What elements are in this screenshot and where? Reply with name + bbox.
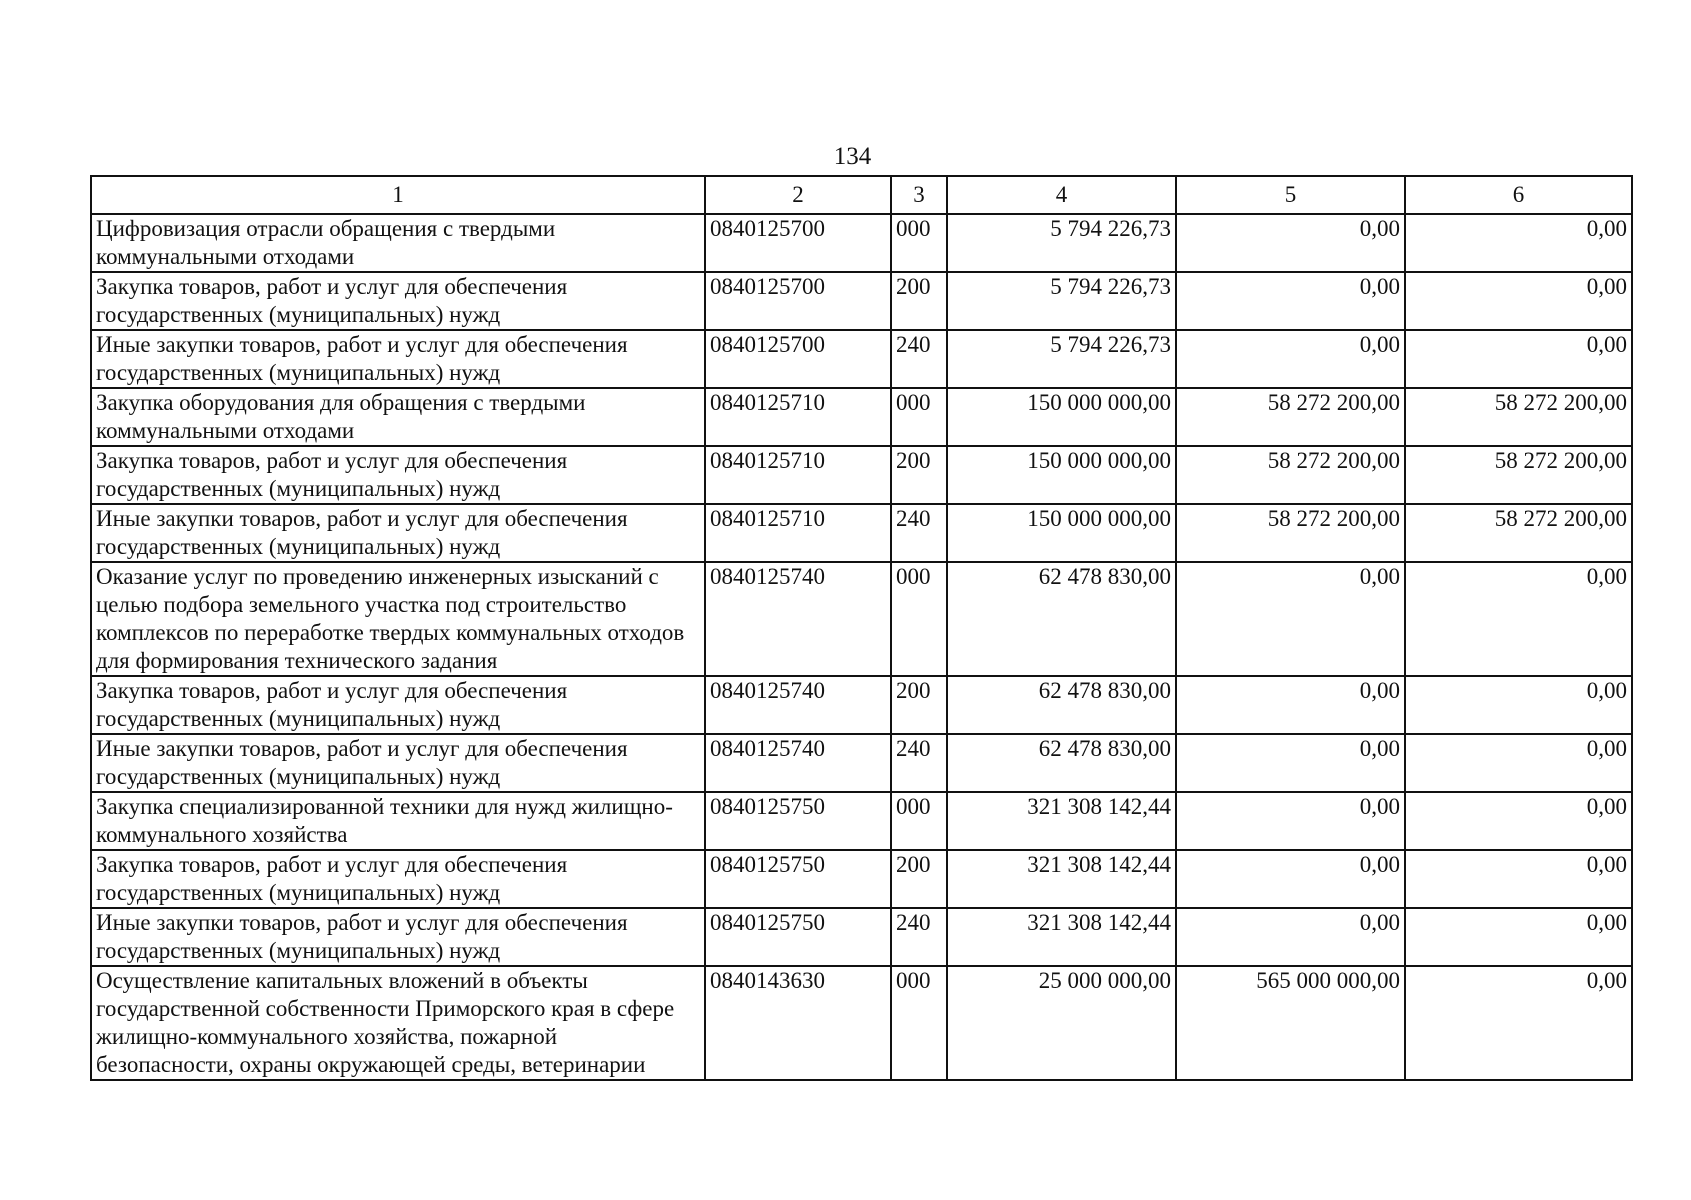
table-row [91,446,1632,504]
amount-col-5: 58 272 200,00 [1176,388,1405,446]
table-row [91,676,1632,734]
column-header-3: 3 [891,176,947,214]
amount-col-4: 150 000 000,00 [947,504,1176,562]
row-name: Закупка товаров, работ и услуг для обеспечения государственных (муниципальных) нужд [91,676,705,734]
amount-col-5: 0,00 [1176,214,1405,272]
row-name: Закупка оборудования для обращения с твердыми коммунальными отходами [91,388,705,446]
table-row [91,504,1632,562]
table-row [91,908,1632,966]
amount-col-4: 25 000 000,00 [947,966,1176,1080]
expense-type-code: 200 [891,676,947,734]
column-header-4: 4 [947,176,1176,214]
row-name: Иные закупки товаров, работ и услуг для обеспечения государственных (муниципальных) нужд [91,504,705,562]
amount-col-4: 321 308 142,44 [947,850,1176,908]
amount-col-6: 58 272 200,00 [1405,446,1632,504]
amount-col-6: 0,00 [1405,966,1632,1080]
table-body [91,214,1632,1080]
amount-col-4: 5 794 226,73 [947,214,1176,272]
column-header-1: 1 [91,176,705,214]
row-name: Закупка товаров, работ и услуг для обеспечения государственных (муниципальных) нужд [91,850,705,908]
row-name: Цифровизация отрасли обращения с твердыми коммунальными отходами [91,214,705,272]
table-row [91,562,1632,676]
amount-col-5: 0,00 [1176,676,1405,734]
amount-col-6: 0,00 [1405,330,1632,388]
amount-col-4: 62 478 830,00 [947,676,1176,734]
amount-col-4: 5 794 226,73 [947,272,1176,330]
amount-col-4: 321 308 142,44 [947,908,1176,966]
expense-type-code: 240 [891,330,947,388]
target-code: 0840125740 [705,734,891,792]
expense-type-code: 200 [891,272,947,330]
table-row [91,272,1632,330]
expense-type-code: 240 [891,908,947,966]
amount-col-5: 0,00 [1176,272,1405,330]
target-code: 0840125700 [705,214,891,272]
expense-type-code: 200 [891,850,947,908]
target-code: 0840125750 [705,908,891,966]
amount-col-5: 0,00 [1176,850,1405,908]
amount-col-6: 58 272 200,00 [1405,504,1632,562]
row-name: Осуществление капитальных вложений в объекты государственной собственности Приморского края в сфере жилищно-коммунального хозяйства, пожарной безопасности, охраны окружающей среды, ветеринарии [91,966,705,1080]
amount-col-5: 565 000 000,00 [1176,966,1405,1080]
amount-col-5: 58 272 200,00 [1176,504,1405,562]
amount-col-6: 58 272 200,00 [1405,388,1632,446]
amount-col-5: 0,00 [1176,792,1405,850]
column-header-2: 2 [705,176,891,214]
table-row [91,850,1632,908]
expense-type-code: 000 [891,214,947,272]
target-code: 0840125700 [705,272,891,330]
row-name: Иные закупки товаров, работ и услуг для обеспечения государственных (муниципальных) нужд [91,330,705,388]
target-code: 0840125750 [705,792,891,850]
amount-col-5: 0,00 [1176,908,1405,966]
amount-col-5: 58 272 200,00 [1176,446,1405,504]
amount-col-6: 0,00 [1405,676,1632,734]
row-name: Закупка товаров, работ и услуг для обеспечения государственных (муниципальных) нужд [91,446,705,504]
expense-type-code: 200 [891,446,947,504]
table-row [91,214,1632,272]
table-row [91,734,1632,792]
table-row [91,792,1632,850]
row-name: Иные закупки товаров, работ и услуг для обеспечения государственных (муниципальных) нужд [91,908,705,966]
expense-type-code: 000 [891,966,947,1080]
target-code: 0840125710 [705,504,891,562]
amount-col-6: 0,00 [1405,214,1632,272]
amount-col-5: 0,00 [1176,562,1405,676]
expense-type-code: 240 [891,734,947,792]
amount-col-6: 0,00 [1405,850,1632,908]
amount-col-6: 0,00 [1405,734,1632,792]
target-code: 0840125710 [705,388,891,446]
column-header-6: 6 [1405,176,1632,214]
expense-type-code: 000 [891,388,947,446]
table-header [91,176,1632,214]
amount-col-6: 0,00 [1405,908,1632,966]
row-name: Закупка специализированной техники для нужд жилищно-коммунального хозяйства [91,792,705,850]
amount-col-4: 150 000 000,00 [947,388,1176,446]
row-name: Закупка товаров, работ и услуг для обеспечения государственных (муниципальных) нужд [91,272,705,330]
target-code: 0840125750 [705,850,891,908]
target-code: 0840125740 [705,676,891,734]
target-code: 0840125740 [705,562,891,676]
amount-col-6: 0,00 [1405,562,1632,676]
amount-col-6: 0,00 [1405,272,1632,330]
row-name: Иные закупки товаров, работ и услуг для обеспечения государственных (муниципальных) нужд [91,734,705,792]
target-code: 0840143630 [705,966,891,1080]
table-row [91,388,1632,446]
amount-col-5: 0,00 [1176,734,1405,792]
amount-col-4: 5 794 226,73 [947,330,1176,388]
amount-col-5: 0,00 [1176,330,1405,388]
header-row [91,176,1632,214]
page-number: 134 [833,143,872,170]
amount-col-4: 321 308 142,44 [947,792,1176,850]
target-code: 0840125710 [705,446,891,504]
amount-col-4: 150 000 000,00 [947,446,1176,504]
table-row [91,330,1632,388]
expense-type-code: 240 [891,504,947,562]
expense-type-code: 000 [891,562,947,676]
expense-type-code: 000 [891,792,947,850]
row-name: Оказание услуг по проведению инженерных изысканий с целью подбора земельного участка под строительство комплексов по переработке твердых коммунальных отходов для формирования технического задания [91,562,705,676]
amount-col-6: 0,00 [1405,792,1632,850]
budget-table [90,175,1633,1081]
table-row [91,966,1632,1080]
target-code: 0840125700 [705,330,891,388]
amount-col-4: 62 478 830,00 [947,734,1176,792]
amount-col-4: 62 478 830,00 [947,562,1176,676]
column-header-5: 5 [1176,176,1405,214]
